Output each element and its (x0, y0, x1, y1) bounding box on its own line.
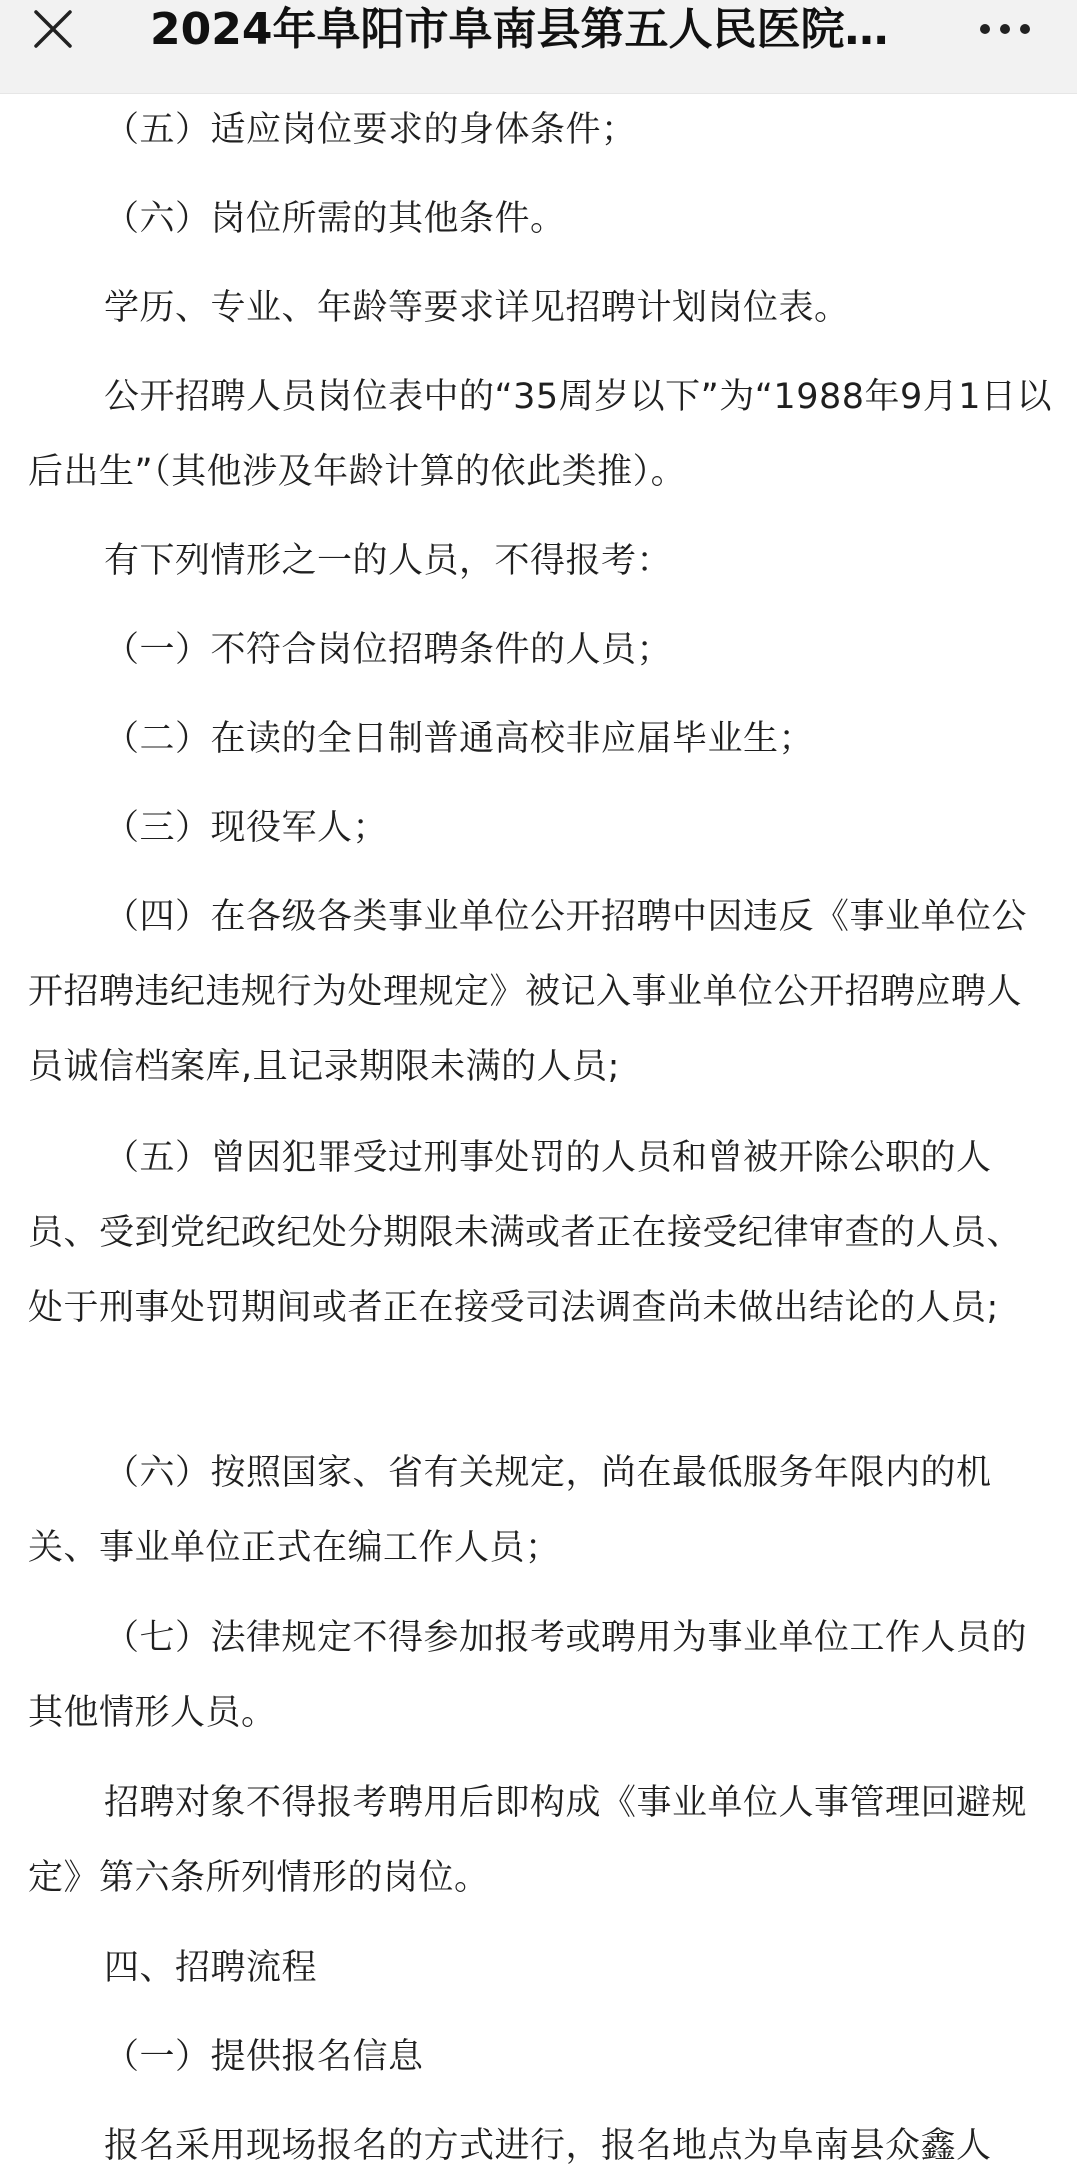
article-paragraph: （一）不符合岗位招聘条件的人员； (104, 630, 673, 670)
close-icon (33, 9, 73, 49)
article-paragraph: （四）在各级各类事业单位公开招聘中因违反《事业单位公开招聘违纪违规行为处理规定》被记入事业单位公开招聘应聘人员诚信档案库,且记录期限未满的人员; (28, 897, 1028, 1087)
page-title: 2024年阜阳市阜南县第五人民医院… (150, 4, 889, 55)
article-paragraph: 有下列情形之一的人员，不得报考： (104, 541, 673, 581)
article-paragraph: （二）在读的全日制普通高校非应届毕业生； (104, 719, 815, 759)
article-paragraph: （五）曾因犯罪受过刑事处罚的人员和曾被开除公职的人员、受到党纪政纪处分期限未满或者正在接受纪律审查的人员、处于刑事处罚期间或者正在接受司法调查尚未做出结论的人员; (28, 1138, 1023, 1328)
subsection-heading: （一）提供报名信息 (104, 2037, 424, 2077)
article-paragraph: 招聘对象不得报考聘用后即构成《事业单位人事管理回避规定》第六条所列情形的岗位。 (28, 1783, 1028, 1898)
article-paragraph: 公开招聘人员岗位表中的“35周岁以下”为“1988年9月1日以后出生”（其他涉及年龄计算的依此类推）。 (28, 377, 1053, 492)
article-paragraph: （三）现役军人； (104, 808, 389, 848)
article-paragraph: （六）按照国家、省有关规定，尚在最低服务年限内的机关、事业单位正式在编工作人员； (28, 1453, 992, 1568)
article-paragraph: （六）岗位所需的其他条件。 (104, 199, 566, 239)
article-paragraph: （五）适应岗位要求的身体条件； (104, 110, 637, 150)
article-paragraph: 报名采用现场报名的方式进行，报名地点为阜南县众鑫人 (104, 2126, 992, 2166)
article-paragraph: （七）法律规定不得参加报考或聘用为事业单位工作人员的其他情形人员。 (28, 1618, 1028, 1733)
more-options-button[interactable] (970, 2, 1040, 56)
more-icon (978, 22, 1032, 36)
close-button[interactable] (26, 2, 80, 56)
article-paragraph: 学历、专业、年龄等要求详见招聘计划岗位表。 (104, 288, 850, 328)
top-navigation-bar (0, 0, 1077, 94)
section-heading: 四、招聘流程 (104, 1948, 318, 1988)
